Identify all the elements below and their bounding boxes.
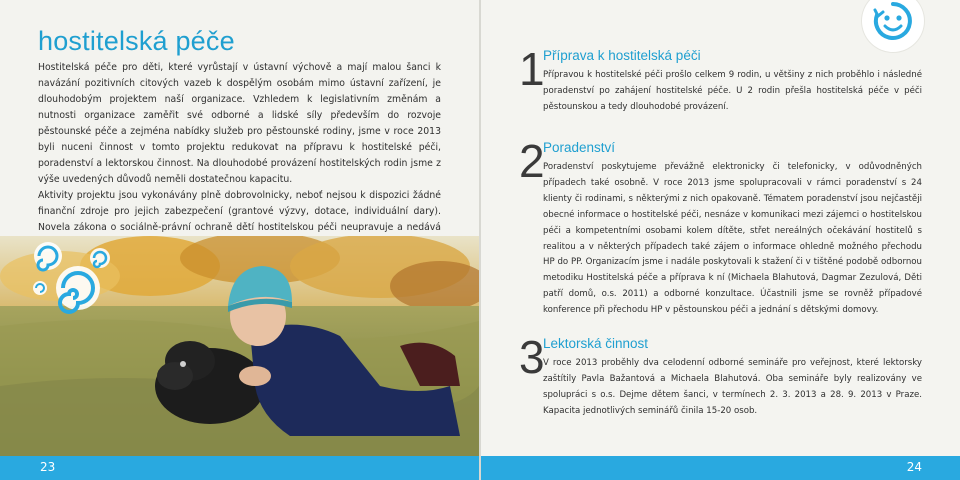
section-number: 3 — [519, 331, 545, 383]
section-paragraph: Poradenství poskytujeme převážně elektronicky či telefonicky, v odůvodněných případech také osobně. V roce 2013 jsme spolupracovali v rámci poradenství s 24 klienty či rodinami, s některými z nich opakovaně. Tématem poradenství jsou nejčastěji obecné informace o hostitelské péči, nesnáze v komunikaci mezi zájemci o hostitelskou péči a kompetentními osobami kolem dítěte, střet nereálných očekávání hostitelů s realitou a v některých případech také zájem o informace ohledně možného přechodu HP do PP. Organizacím jsme i nadále poskytovali k stažení či v tištěné podobě odbornou metodiku Hostitelská péče a příprava k ní (Michaela Blahutová, Dagmar Zezulová, Děti patří domů, o.s. 2011) a odborné konzultace. Účastnili jsme se rovněž případové konference při přechodu HP v pěstounskou péči a jednání s dětskými domovy. — [543, 162, 922, 316]
section-paragraph: Přípravou k hostitelské péči prošlo celkem 9 rodin, u většiny z nich proběhlo i následné poradenství po zahájení hostitelské péče. U 2 rodin přešla hostitelská péče v péči pěstounskou a tedy dlouhodobé provázení. — [543, 70, 922, 112]
footer-bar — [481, 456, 960, 480]
page-title: hostitelská péče — [38, 26, 235, 56]
section-heading: Poradenství — [543, 140, 616, 155]
section-paragraph: V roce 2013 proběhly dva celodenní odborné semináře pro veřejnost, které lektorsky zaštítily Pavla Bažantová a Michaela Blahutová. Oba semináře byly realizovány ve spolupráci s o.s. Dejme dětem šanci, v termínech 2. 3. 2013 a 28. 9. 2013 v Praze. Kapacita jednotlivých seminářů činila 15-20 osob. — [543, 358, 922, 416]
section-heading: Příprava k hostitelská péči — [543, 48, 701, 63]
intro-paragraph-2: Aktivity projektu jsou vykonávány plně dobrovolnicky, neboť nejsou k dispozici žádné finanční zdroje pro jejich zabezpečení (grantové výzvy, dotace, individuální dary). Novela zákona o sociálně-právní ochraně dětí hostitelskou péči neupravuje a nedává — [38, 190, 441, 233]
section-heading: Lektorská činnost — [543, 336, 649, 351]
section-2 — [519, 135, 922, 318]
section-body — [543, 356, 922, 420]
left-page — [0, 0, 479, 480]
section-body — [543, 160, 922, 319]
swirl-decoration-icon — [30, 238, 120, 318]
right-page — [481, 0, 960, 480]
section-body — [543, 68, 922, 116]
intro-paragraph-1: Hostitelská péče pro děti, které vyrůstají v ústavní výchově a mají malou šanci k navázání pozitivních citových vazeb k dospělým osobám mimo ústavní zařízení, je dlouhodobým projektem naší organizace. Vzhledem k legislativním změnám a nutnosti organizace zaměřit své odborné a lidské síly především do rozvoje pěstounské péče a zejména nabídky služeb pro pěstounské rodiny, jsme v roce 2013 byli nuceni činnost v tomto projektu redukovat na přípravu k hostitelské péči, poradenství a lektorskou činnost. Na dlouhodobé provázení hostitelských rodin jsme z výše uvedených důvodů neměli dostatečnou kapacitu. — [38, 62, 441, 185]
page-number: 23 — [40, 460, 56, 474]
intro-text — [38, 60, 441, 252]
page-number: 24 — [906, 460, 922, 474]
section-3 — [519, 331, 922, 434]
smiley-badge — [862, 0, 924, 52]
section-1 — [519, 43, 922, 126]
smiley-badge-icon — [862, 0, 924, 52]
footer-bar — [0, 456, 479, 480]
section-number: 2 — [519, 135, 545, 187]
section-number: 1 — [519, 43, 545, 95]
